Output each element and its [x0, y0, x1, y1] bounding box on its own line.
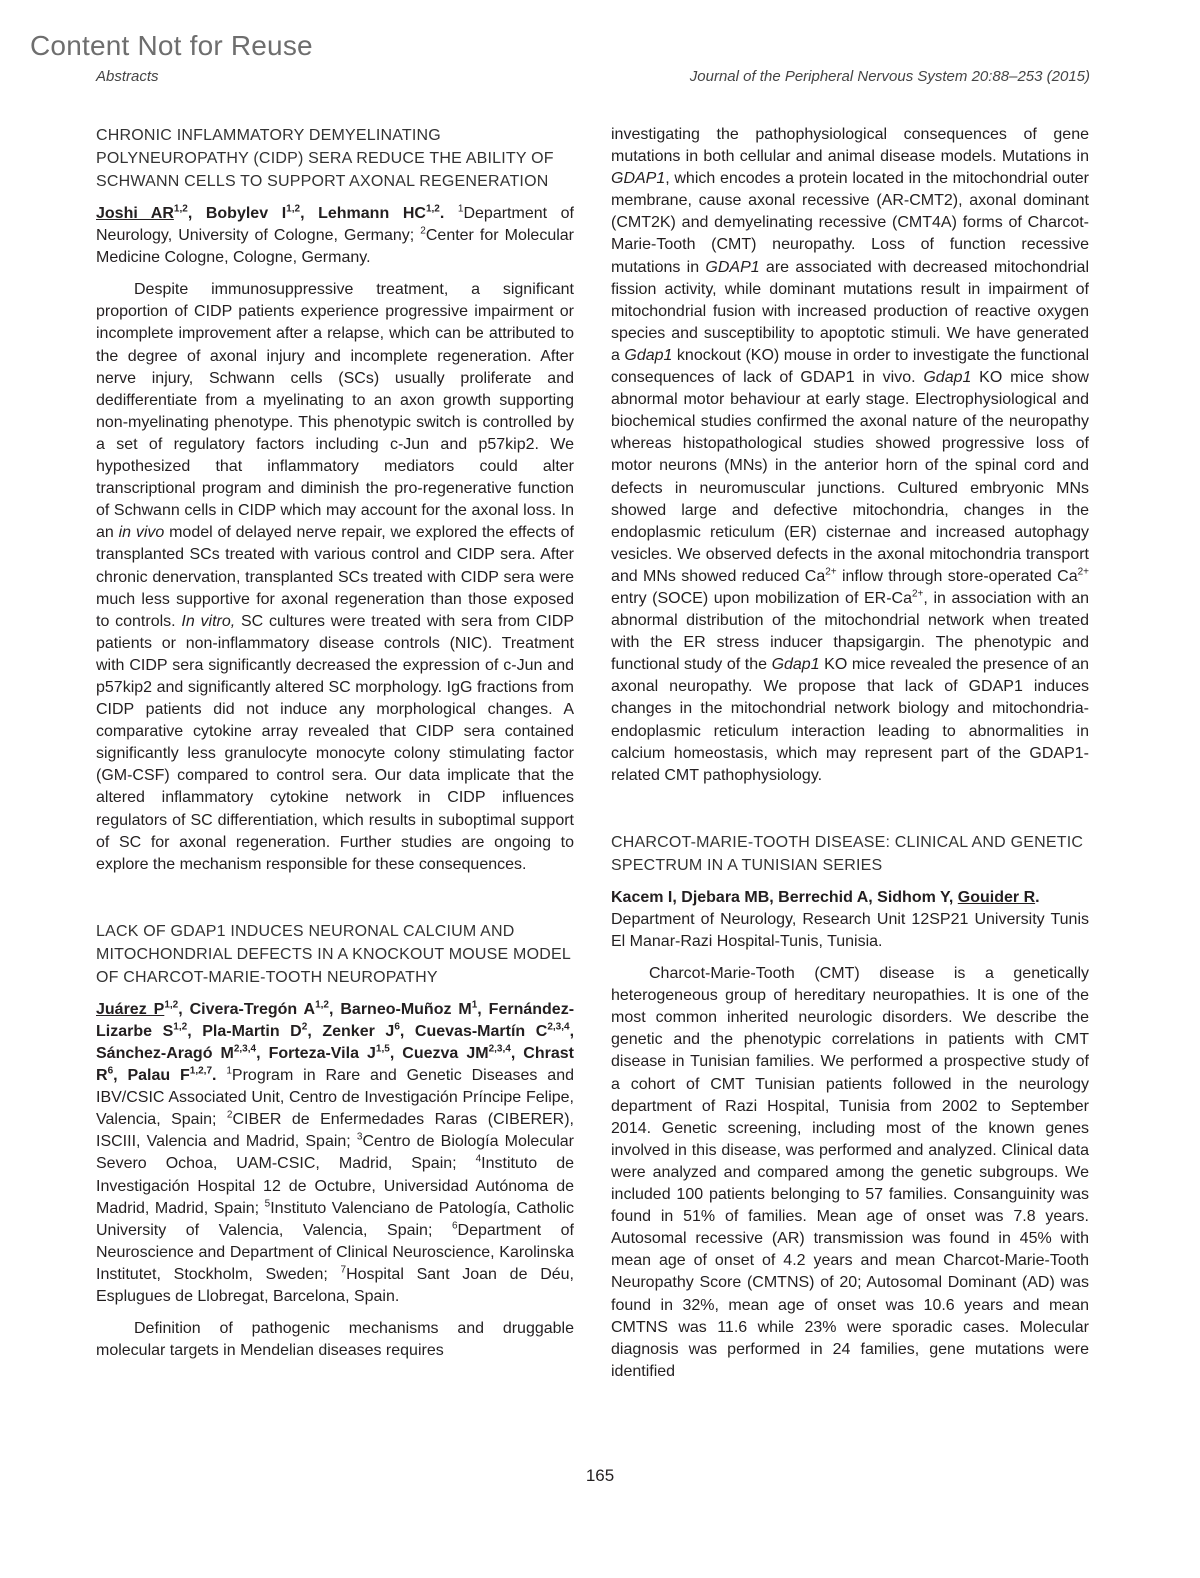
left-column: [96, 124, 574, 1362]
author-sup: 1,2: [173, 1021, 188, 1033]
affil-sup: 2: [226, 1109, 233, 1121]
author-sup: 1: [471, 999, 478, 1011]
affil-sup: 6: [451, 1220, 458, 1232]
affil-sup: 5: [264, 1198, 271, 1210]
author: , Fernández-Lizarbe S: [96, 1000, 575, 1040]
author: , Barneo-Muñoz M: [328, 1000, 472, 1018]
abstract-2-authors: [96, 999, 574, 1308]
author-sup: 1,2: [173, 203, 188, 215]
author-sup: 2,3,4: [547, 1021, 570, 1033]
abstract-3-authors: [611, 887, 1089, 953]
body-text: SC cultures were treated with sera from CIDP patients or non-inflammatory disease controls (NIC). Treatment with CIDP sera significantly decreased the expression of c-Jun and p57kip2 and significantly altered SC morphology. IgG fractions from CIDP patients did not induce any morphological changes. A comparative cytokine array revealed that CIDP sera contained significantly less granulocyte monocyte colony stimulating factor (GM-CSF) compared to control sera. Our data implicate that the altered inflammatory cytokine network in CIDP influences regulators of SC differentiation, which results in suboptimal support of SC for axonal regeneration. Further studies are ongoing to explore the mechanism responsible for these consequences.: [96, 612, 575, 873]
running-header-journal: Journal of the Peripheral Nervous System 20:88–253 (2015): [689, 68, 1090, 85]
abstract-2-body-start: Definition of pathogenic mechanisms and druggable molecular targets in Mendelian diseases requires: [96, 1320, 574, 1360]
gene-italic: Gdap1: [624, 346, 673, 364]
affiliation: Instituto de Investigación Hospital 12 de Octubre, Universidad Autónoma de Madrid, Madrid, Spain;: [96, 1155, 574, 1217]
body-italic: in vivo: [118, 524, 165, 542]
ion-sup: 2+: [912, 588, 924, 600]
gene-italic: Gdap1: [771, 656, 820, 674]
author: , Bobylev I: [187, 205, 287, 222]
affiliation: Hospital Sant Joan de Déu, Esplugues de Llobregat, Barcelona, Spain.: [96, 1265, 574, 1306]
abstract-2-body-continued: [611, 124, 1089, 787]
affiliation: Program in Rare and Genetic Diseases and IBV/CSIC Associated Unit, Centro de Investigación Príncipe Felipe, Valencia, Spain;: [96, 1067, 574, 1129]
body-text: KO mice show abnormal motor behaviour at early stage. Electrophysiological and biochemical studies confirmed the axonal nature of the neuropathy whereas histopathological studies showed progressive loss of motor neurons (MNs) in the anterior horn of the spinal cord and defects in neuromuscular junctions. Cultured embryonic MNs showed large and defective mitochondria, changes in the endoplasmic reticulum (ER) cisternae and increased autophagy vesicles. We observed defects in the axonal mitochondria transport and MNs showed reduced Ca: [611, 369, 1089, 585]
body-text: inflow through store-operated Ca: [836, 567, 1078, 585]
affiliation: CIBER de Enfermedades Raras (CIBERER), ISCIII, Valencia and Madrid, Spain;: [96, 1111, 574, 1151]
affil-sup: 3: [356, 1132, 363, 1144]
author-sup: 6: [107, 1065, 114, 1077]
presenting-author: Joshi AR: [96, 205, 174, 222]
affil-sup: 2: [420, 225, 426, 237]
body-text: , in association with an abnormal distribution of the mitochondrial network when treated with the ER stress inducer thapsigargin. The phenotypic and functional study of the: [611, 589, 1089, 674]
affiliation: Department of Neurology, University of Cologne, Germany;: [96, 205, 575, 245]
watermark-text: Content Not for Reuse: [30, 30, 313, 61]
right-column: [611, 124, 1089, 1383]
gene-italic: GDAP1: [611, 170, 666, 188]
punct: .: [439, 205, 445, 222]
author-sup: 1,2: [425, 203, 440, 215]
abstract-1-authors: [96, 203, 574, 269]
punct: .: [1035, 888, 1040, 906]
abstract-3-body: Charcot-Marie-Tooth (CMT) disease is a genetically heterogeneous group of hereditary neuropathies. It is one of the most common inherited neurologic disorders. We describe the genetic and the phenotypic correlations in patients with CMT disease in Tunisian families. We performed a prospective study of a cohort of CMT Tunisian patients followed in the neurology department of Razi Hospital, Tunisia from 2002 to September 2014. Genetic screening, including most of the known genes involved in this disease, was performed and analyzed. Clinical data were analyzed and compared among the genetic subgroups. We included 100 patients belonging to 57 families. Consanguinity was found in 51% of families. Mean age of onset was 7.8 years. Autosomal recessive (AR) transmission was found in 45% with mean age of onset of 4.2 years and mean Charcot-Marie-Tooth Neuropathy Score (CMTNS) of 20; Autosomal Dominant (AD) was found in 32%, mean age of onset was 10.6 years and mean CMTNS was 11.6 while 23% were sporadic cases. Molecular diagnosis was performed in 24 families, gene mutations were identified: [611, 965, 1089, 1380]
affil-sup: 4: [475, 1154, 482, 1166]
affil-sup: 1: [457, 203, 464, 215]
author: , Palau F: [113, 1067, 190, 1085]
presenting-author: Gouider R: [957, 888, 1036, 906]
gene-italic: GDAP1: [705, 258, 760, 276]
body-italic: In vitro,: [181, 612, 236, 630]
author-sup: 2: [301, 1021, 308, 1033]
body-text: , which encodes a protein located in the mitochondrial outer membrane, cause axonal recessive (AR-CMT2), axonal dominant (CMT2K) and demyelinating recessive (CMT4A) forms of Charcot-Marie-Tooth (CMT) neuropathy. Loss of function recessive mutations in: [611, 170, 1089, 276]
author-sup: 1,2: [286, 203, 301, 215]
body-text: KO mice revealed the presence of an axonal neuropathy. We propose that lack of GDAP1 induces changes in the mitochondrial network biology and mitochondria-endoplasmic reticulum interaction leading to abnormalities in calcium homeostasis, which may represent part of the GDAP1-related CMT pathophysiology.: [611, 656, 1089, 784]
author-sup: 1,2: [164, 999, 179, 1011]
ion-sup: 2+: [1077, 566, 1089, 578]
abstract-1-title: CHRONIC INFLAMMATORY DEMYELINATING POLYNEUROPATHY (CIDP) SERA REDUCE THE ABILITY OF SCHWANN CELLS TO SUPPORT AXONAL REGENERATION: [96, 127, 554, 190]
author: Kacem I, Djebara MB, Berrechid A, Sidhom Y,: [611, 888, 958, 906]
abstract-1-body: [96, 279, 574, 876]
gene-italic: Gdap1: [923, 369, 972, 387]
author-sup: 1,2: [315, 999, 329, 1011]
body-text: Despite immunosuppressive treatment, a significant proportion of CIDP patients experience progressive impairment or incomplete improvement after a relapse, which can be attributed to the degree of axonal injury and incomplete regeneration. After nerve injury, Schwann cells (SCs) usually proliferate and dedifferentiate from a myelinating to an axon growth supporting non-myelinating phenotype. This phenotypic switch is controlled by a set of regulatory factors including c-Jun and p57kip2. We hypothesized that inflammatory mediators could alter transcriptional program and diminish the pro-regenerative function of Schwann cells in CIDP which may account for the axonal loss. In an: [96, 281, 574, 542]
author: , Cuezva JM: [389, 1045, 489, 1062]
author: , Lehmann HC: [300, 205, 426, 222]
affil-sup: 1: [226, 1065, 232, 1077]
author: , Chrast R: [96, 1045, 574, 1085]
author-sup: 2,3,4: [233, 1043, 257, 1055]
abstract-2-title: LACK OF GDAP1 INDUCES NEURONAL CALCIUM AND MITOCHONDRIAL DEFECTS IN A KNOCKOUT MOUSE MODEL OF CHARCOT-MARIE-TOOTH NEUROPATHY: [96, 922, 571, 986]
author-sup: 2,3,4: [488, 1043, 511, 1055]
punct: .: [212, 1067, 217, 1085]
body-text: investigating the pathophysiological consequences of gene mutations in both cellular and animal disease models. Mutations in: [611, 126, 1089, 166]
author: , Zenker J: [307, 1022, 395, 1040]
affiliation: Department of Neuroscience and Department of Clinical Neuroscience, Karolinska Institutet, Stockholm, Sweden;: [96, 1221, 574, 1283]
affiliation: Centro de Biología Molecular Severo Ochoa, UAM-CSIC, Madrid, Spain;: [96, 1133, 574, 1173]
affil-sup: 7: [340, 1264, 347, 1276]
body-text: knockout (KO) mouse in order to investigate the functional consequences of lack of GDAP1 in vivo.: [611, 346, 1090, 387]
affiliation: Instituto Valenciano de Patología, Catholic University of Valencia, Valencia, Spain;: [96, 1199, 575, 1239]
author-sup: 6: [394, 1021, 400, 1033]
author: , Cuevas-Martín C: [399, 1022, 548, 1040]
affiliation: Center for Molecular Medicine Cologne, Cologne, Germany.: [96, 227, 575, 267]
author: , Forteza-Vila J: [256, 1045, 376, 1062]
presenting-author: Juárez P: [96, 1000, 165, 1018]
author: , Sánchez-Aragó M: [96, 1022, 575, 1062]
affiliation: Department of Neurology, Research Unit 12SP21 University Tunis El Manar-Razi Hospital-Tunis, Tunisia.: [611, 910, 1089, 950]
page-number: 165: [585, 1466, 615, 1485]
body-text: are associated with decreased mitochondrial fission activity, while dominant mutations result in impairment of mitochondrial fusion with increased production of reactive oxygen species and susceptibility to apoptotic stimuli. We have generated a: [611, 258, 1089, 364]
ion-sup: 2+: [825, 566, 837, 578]
body-text: entry (SOCE) upon mobilization of ER-Ca: [611, 589, 912, 607]
author: , Civera-Tregón A: [178, 1000, 316, 1018]
body-text: model of delayed nerve repair, we explored the effects of transplanted SCs treated with various control and CIDP sera. After chronic denervation, transplanted SCs treated with CIDP sera were much less supportive for axonal regeneration than those exposed to controls.: [96, 524, 574, 630]
author-sup: 1,2,7: [189, 1065, 213, 1077]
abstract-3-title: CHARCOT-MARIE-TOOTH DISEASE: CLINICAL AND GENETIC SPECTRUM IN A TUNISIAN SERIES: [611, 833, 1084, 874]
author: , Pla-Martin D: [187, 1022, 302, 1040]
running-header-section: Abstracts: [96, 68, 159, 85]
author-sup: 1,5: [375, 1043, 390, 1055]
